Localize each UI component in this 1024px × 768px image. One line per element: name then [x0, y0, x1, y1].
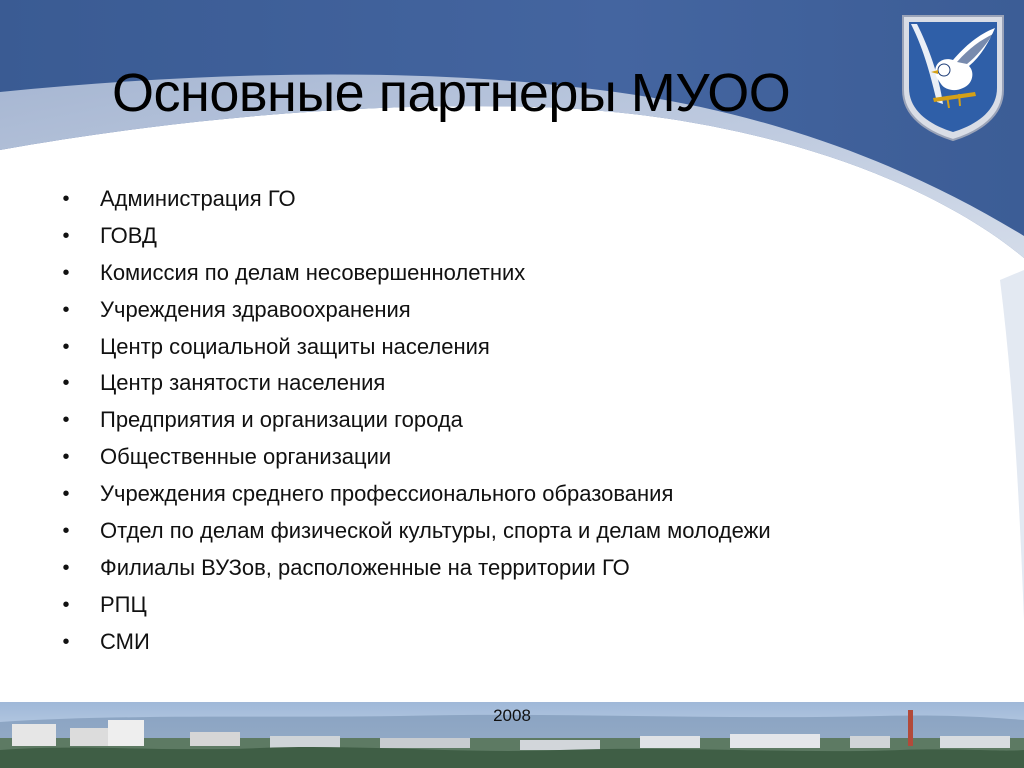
list-item-label: Филиалы ВУЗов, расположенные на территории ГО — [100, 554, 630, 580]
list-item-label: Отдел по делам физической культуры, спорта и делам молодежи — [100, 518, 771, 544]
list-item-label: Предприятия и организации города — [100, 407, 463, 433]
bullet-icon: • — [62, 446, 70, 469]
bullet-icon: • — [62, 593, 70, 616]
list-item-label: Учреждения здравоохранения — [100, 296, 411, 322]
slide-title: Основные партнеры МУОО — [112, 63, 791, 123]
eagle-coat-of-arms-icon — [897, 12, 1009, 142]
bullet-icon: • — [62, 520, 70, 543]
list-item-label: Общественные организации — [100, 444, 392, 470]
bullet-icon: • — [62, 556, 70, 579]
bullet-icon: • — [62, 224, 70, 247]
bullet-icon: • — [62, 261, 70, 284]
list-item-label: ГОВД — [100, 222, 157, 248]
list-item-label: Центр социальной защиты населения — [100, 333, 490, 359]
list-item-label: Учреждения среднего профессионального образования — [100, 481, 674, 507]
bullet-icon: • — [62, 298, 70, 321]
bullet-icon: • — [62, 188, 70, 210]
footer-year: 2008 — [493, 706, 531, 725]
list-item-label: Центр занятости населения — [100, 370, 386, 396]
list-item-label: Комиссия по делам несовершеннолетних — [100, 259, 526, 285]
bullet-icon: • — [62, 630, 70, 653]
bullet-icon: • — [62, 483, 70, 506]
list-item-label: Администрация ГО — [100, 186, 296, 211]
bullet-icon: • — [62, 409, 70, 432]
bullet-icon: • — [62, 335, 70, 358]
bullet-icon: • — [62, 372, 70, 395]
list-item-label: РПЦ — [100, 591, 147, 617]
right-edge-shade — [1000, 270, 1024, 620]
list-item-label: СМИ — [100, 628, 150, 654]
